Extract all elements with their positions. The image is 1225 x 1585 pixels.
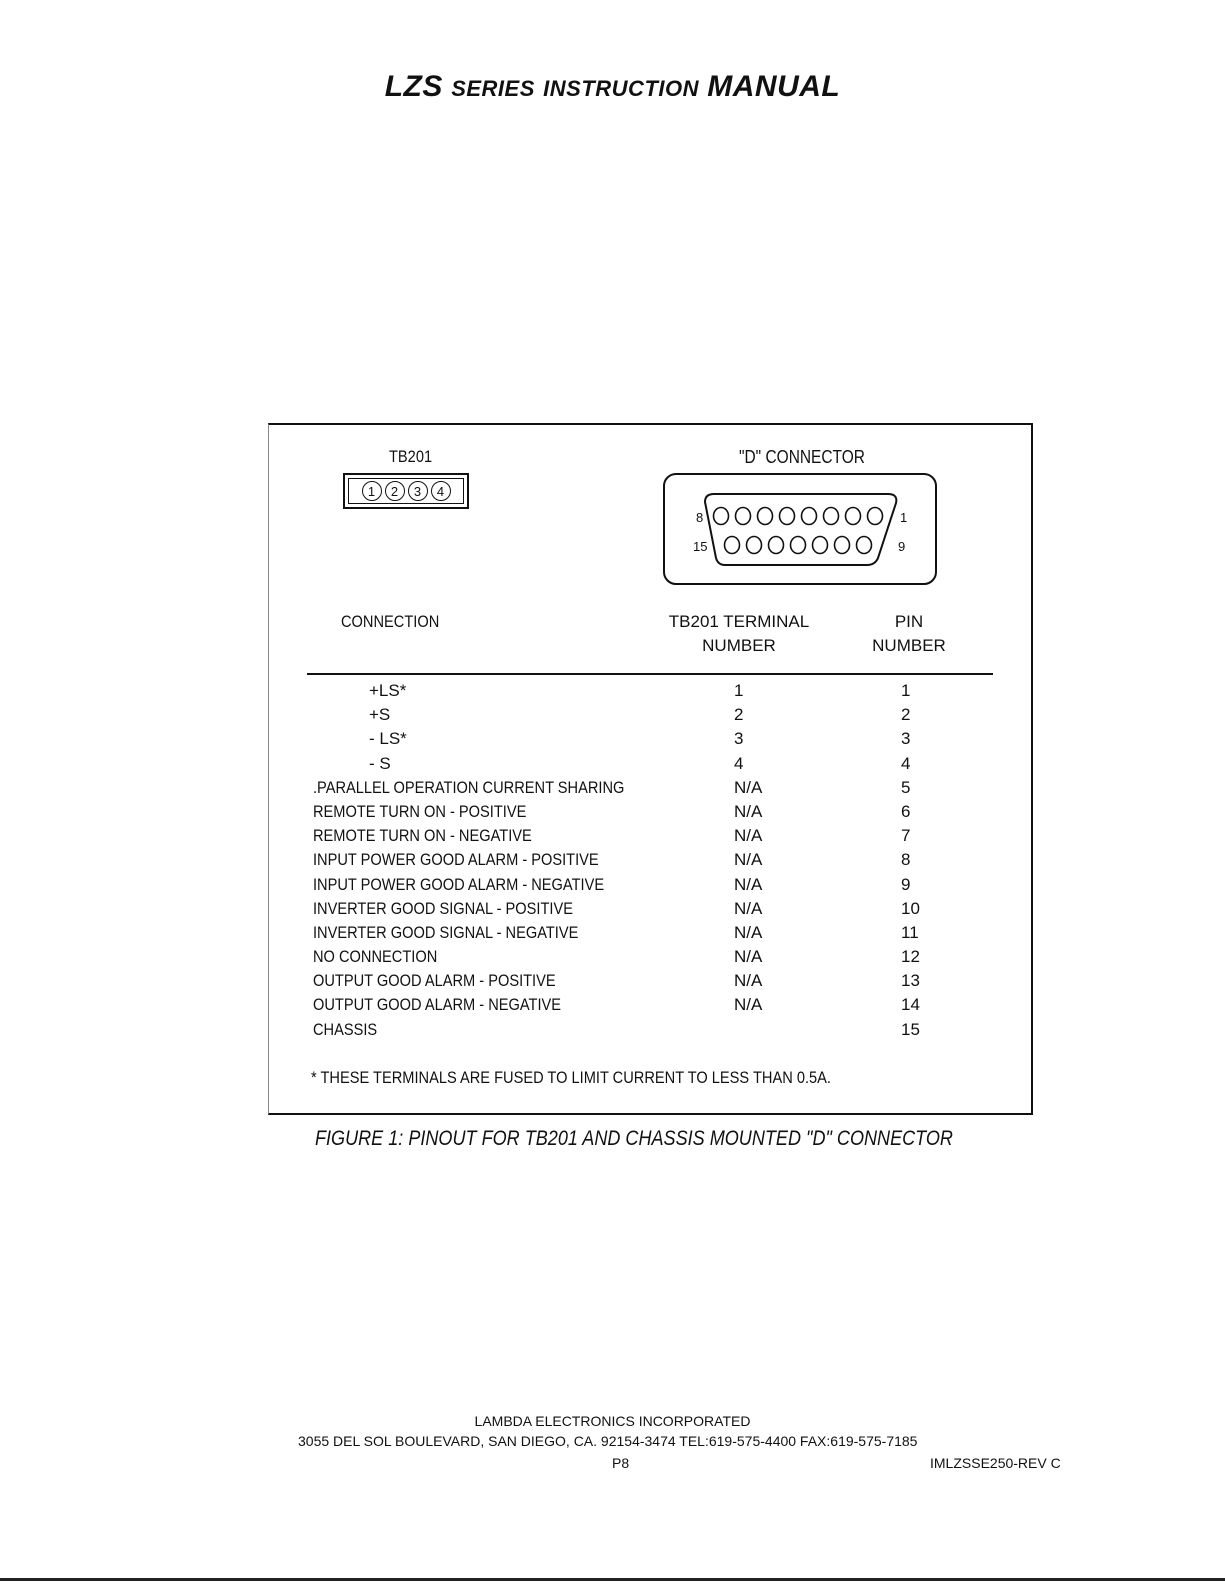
column-header-pin-line2: NUMBER [872,636,946,655]
header-divider [307,673,993,675]
tb-terminal-cell: N/A [734,922,763,942]
connection-cell: INPUT POWER GOOD ALARM - NEGATIVE [313,874,605,894]
connection-cell: REMOTE TURN ON - POSITIVE [313,801,527,821]
pin-9 [857,537,872,554]
tb-terminal-cell: N/A [734,898,763,918]
footer-address: 3055 DEL SOL BOULEVARD, SAN DIEGO, CA. 92154-3474 TEL:619-575-4400 FAX:619-575-7185 [298,1433,918,1449]
figure-caption: FIGURE 1: PINOUT FOR TB201 AND CHASSIS MOUNTED "D" CONNECTOR [315,1127,953,1150]
tb-terminal-cell: 3 [734,729,744,749]
tb201-terminal-2: 2 [385,481,405,501]
d-pin-label-15: 15 [693,539,708,554]
pin-cell: 9 [901,874,911,894]
page-number: P8 [612,1455,630,1471]
connection-cell: +S [369,705,391,725]
tb-terminal-cell: N/A [734,971,763,991]
table-row [269,899,1029,923]
pin-cell: 6 [901,801,911,821]
pin-3 [824,508,839,525]
document-id: IMLZSSE250-REV C [930,1455,1061,1471]
connection-cell: OUTPUT GOOD ALARM - POSITIVE [313,971,556,991]
pin-14 [747,537,762,554]
pin-cell: 14 [901,995,920,1015]
table-row [269,754,1029,778]
pin-8 [714,508,729,525]
tb-terminal-cell: N/A [734,826,763,846]
pinout-table [269,681,1029,1044]
table-row [269,971,1029,995]
fuse-footnote: * THESE TERMINALS ARE FUSED TO LIMIT CURRENT TO LESS THAN 0.5A. [311,1068,831,1087]
pin-13 [769,537,784,554]
table-row [269,995,1029,1019]
pin-6 [758,508,773,525]
table-row [269,1020,1029,1044]
d-connector-pins [714,508,883,554]
tb201-terminal-4: 4 [431,481,451,501]
title-series: SERIES [451,76,535,101]
tb-terminal-cell: 2 [734,705,744,725]
pin-2 [846,508,861,525]
footer-company: LAMBDA ELECTRONICS INCORPORATED [474,1413,751,1429]
pin-12 [791,537,806,554]
pinout-figure [268,423,1033,1115]
table-row [269,681,1029,705]
pin-5 [780,508,795,525]
d-pin-label-1: 1 [900,510,908,525]
connection-cell: CHASSIS [313,1019,378,1039]
d-pin-label-9: 9 [898,539,906,554]
pin-7 [736,508,751,525]
d-connector-housing [664,474,936,584]
tb-terminal-cell: N/A [734,995,763,1015]
column-header-pin [869,610,949,658]
column-header-tb201-line2: NUMBER [702,636,776,655]
title-manual: MANUAL [707,70,841,103]
pin-4 [802,508,817,525]
pin-cell: 15 [901,1019,920,1039]
tb-terminal-cell: 1 [734,681,744,700]
pin-cell: 8 [901,850,911,870]
d-pin-label-8: 8 [696,510,704,525]
pin-cell: 4 [901,753,911,773]
table-row [269,778,1029,802]
column-header-connection: CONNECTION [341,612,440,631]
table-row [269,729,1029,753]
connection-cell: INVERTER GOOD SIGNAL - POSITIVE [313,898,573,918]
pin-1 [868,508,883,525]
pin-cell: 12 [901,947,920,967]
connection-cell: OUTPUT GOOD ALARM - NEGATIVE [313,995,562,1015]
connection-cell: +LS* [369,681,407,700]
tb-terminal-cell: N/A [734,874,763,894]
d-connector-diagram [662,472,942,588]
pin-cell: 2 [901,705,911,725]
pin-cell: 5 [901,777,911,797]
page-title [0,70,1225,104]
pin-cell: 10 [901,898,920,918]
tb-terminal-cell: 4 [734,753,744,773]
table-row [269,947,1029,971]
title-instruction: INSTRUCTION [543,76,699,101]
d-connector-label: "D" CONNECTOR [739,447,865,467]
title-lzs: LZS [384,70,443,103]
tb201-terminal-1: 1 [362,481,382,501]
tb-terminal-cell: N/A [734,777,763,797]
pin-cell: 1 [901,681,911,700]
connection-cell: REMOTE TURN ON - NEGATIVE [313,826,532,846]
tb-terminal-cell: N/A [734,850,763,870]
table-row [269,705,1029,729]
table-row [269,875,1029,899]
pin-10 [835,537,850,554]
column-header-tb201-line1: TB201 TERMINAL [668,612,810,631]
pin-cell: 3 [901,729,911,749]
connection-cell: - LS* [369,729,407,749]
pin-11 [813,537,828,554]
pin-cell: 11 [901,922,919,942]
tb-terminal-cell: N/A [734,947,763,967]
connection-cell: - S [369,753,391,773]
column-header-pin-line1: PIN [894,612,924,631]
connection-cell: .PARALLEL OPERATION CURRENT SHARING [313,777,625,797]
tb201-terminal-block [343,473,469,509]
tb201-terminal-3: 3 [408,481,428,501]
connection-cell: INVERTER GOOD SIGNAL - NEGATIVE [313,922,579,942]
table-row [269,826,1029,850]
pin-cell: 7 [901,826,911,846]
table-row [269,923,1029,947]
d-connector-shell [705,494,896,565]
connection-cell: NO CONNECTION [313,947,438,967]
tb201-label: TB201 [389,447,433,466]
table-row [269,802,1029,826]
table-row [269,850,1029,874]
column-header-tb201 [664,610,814,658]
bottom-edge-rule [0,1578,1225,1581]
connection-cell: INPUT POWER GOOD ALARM - POSITIVE [313,850,599,870]
pin-cell: 13 [901,971,920,991]
pin-15 [725,537,740,554]
tb-terminal-cell: N/A [734,801,763,821]
